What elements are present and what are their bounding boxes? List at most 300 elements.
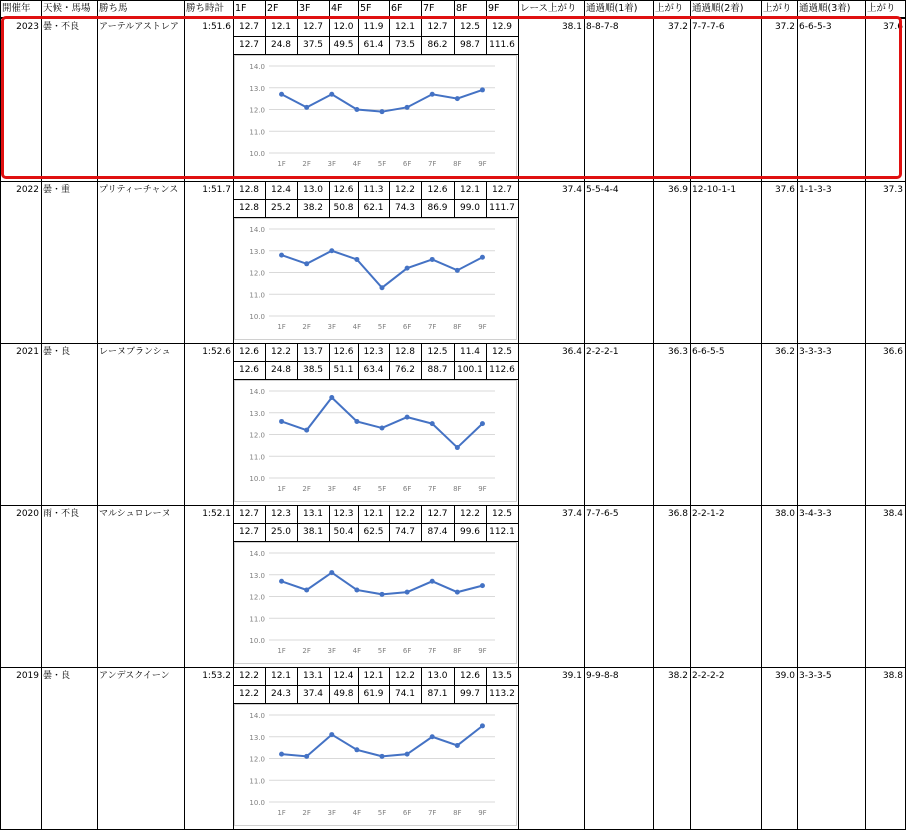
cumulative-cell: 24.8 xyxy=(270,365,292,375)
cumulative-cell: 111.7 xyxy=(489,203,515,213)
lap-cell: 12.6 xyxy=(459,671,481,681)
lap-cell: 12.7 xyxy=(491,185,513,195)
y-tick-label: 11.0 xyxy=(249,777,265,786)
column-header: 上がり xyxy=(655,3,684,14)
data-point xyxy=(430,579,435,584)
data-point xyxy=(480,255,485,260)
time-cell: 1:51.6 xyxy=(202,22,231,32)
cumulative-cell: 12.2 xyxy=(238,689,260,699)
lap-cell: 12.2 xyxy=(238,671,260,681)
data-point xyxy=(405,752,410,757)
cumulative-cell: 99.0 xyxy=(459,203,481,213)
y-tick-label: 14.0 xyxy=(249,226,265,234)
grid-line xyxy=(454,667,455,703)
cumulative-cell: 63.4 xyxy=(363,365,384,375)
y-tick-label: 12.0 xyxy=(249,106,265,115)
cumulative-cell: 12.8 xyxy=(238,203,260,213)
passing-2nd-cell: 2-2-1-2 xyxy=(692,509,725,519)
last-2nd-cell: 36.2 xyxy=(774,347,795,357)
lap-cell: 12.7 xyxy=(302,22,324,32)
series-line xyxy=(282,398,483,448)
x-tick-label: 3F xyxy=(327,647,337,655)
lap-cell: 13.1 xyxy=(302,509,324,519)
grid-line xyxy=(454,181,455,217)
last-1st-cell: 36.8 xyxy=(667,509,688,519)
lap-cell: 12.6 xyxy=(238,347,260,357)
data-point xyxy=(455,590,460,595)
cumulative-cell: 49.8 xyxy=(333,689,354,699)
data-point xyxy=(405,590,410,595)
column-header: 9F xyxy=(488,3,500,14)
passing-3rd-cell: 6-6-5-3 xyxy=(799,22,832,32)
data-point xyxy=(455,445,460,450)
lap-cell: 12.1 xyxy=(394,22,416,32)
lap-cell: 12.9 xyxy=(491,22,513,32)
data-point xyxy=(405,415,410,420)
grid-line xyxy=(486,667,487,703)
x-tick-label: 4F xyxy=(352,647,362,655)
data-point xyxy=(279,579,284,584)
grid-line xyxy=(265,505,266,541)
x-tick-label: 1F xyxy=(277,323,286,331)
cumulative-cell: 73.5 xyxy=(394,40,416,50)
cumulative-cell: 88.7 xyxy=(427,365,448,375)
passing-1st-cell: 2-2-2-1 xyxy=(586,347,619,357)
lap-cell: 12.7 xyxy=(238,22,260,32)
x-tick-label: 8F xyxy=(453,323,462,331)
year-cell: 2022 xyxy=(16,185,39,195)
grid-line xyxy=(329,181,330,217)
grid-line xyxy=(486,343,487,379)
cumulative-cell: 112.1 xyxy=(489,527,515,537)
data-point xyxy=(304,754,309,759)
cumulative-cell: 24.3 xyxy=(270,689,292,699)
column-header: 勝ち馬 xyxy=(99,3,128,14)
y-tick-label: 11.0 xyxy=(249,291,265,300)
condition-cell: 曇・良 xyxy=(43,347,71,357)
cumulative-cell: 38.2 xyxy=(302,203,324,213)
data-point xyxy=(380,285,385,290)
cumulative-cell: 49.5 xyxy=(333,40,354,50)
passing-3rd-cell: 3-4-3-3 xyxy=(799,509,832,519)
lap-chart-svg xyxy=(235,705,516,825)
cumulative-cell: 12.6 xyxy=(238,365,260,375)
lap-cell: 11.3 xyxy=(363,185,384,195)
y-tick-label: 12.0 xyxy=(249,431,265,440)
last-3rd-cell: 38.4 xyxy=(882,509,903,519)
grid-line xyxy=(486,505,487,541)
cumulative-cell: 74.1 xyxy=(394,689,416,699)
x-tick-label: 4F xyxy=(352,809,362,817)
lap-cell: 12.2 xyxy=(394,185,416,195)
lap-cell: 13.0 xyxy=(302,185,324,195)
year-cell: 2020 xyxy=(16,509,39,519)
column-header: 3F xyxy=(299,3,311,14)
data-point xyxy=(480,583,485,588)
winner-cell: アーテルアストレア xyxy=(99,22,179,32)
lap-cell: 12.2 xyxy=(394,509,416,519)
data-point xyxy=(354,747,359,752)
grid-line xyxy=(454,343,455,379)
lap-cell: 12.7 xyxy=(427,22,448,32)
data-point xyxy=(329,732,334,737)
time-cell: 1:51.7 xyxy=(202,185,231,195)
grid-line xyxy=(265,343,266,379)
y-tick-label: 13.0 xyxy=(249,409,265,418)
cumulative-cell: 87.1 xyxy=(427,689,448,699)
passing-2nd-cell: 7-7-7-6 xyxy=(692,22,725,32)
condition-cell: 曇・良 xyxy=(43,671,71,681)
lap-cell: 13.1 xyxy=(302,671,324,681)
column-header: 天候・馬場 xyxy=(43,3,91,14)
column-header: 通過順(3着) xyxy=(799,3,851,14)
column-header: 8F xyxy=(456,3,468,14)
passing-2nd-cell: 6-6-5-5 xyxy=(692,347,725,357)
grid-line xyxy=(329,667,330,703)
y-tick-label: 13.0 xyxy=(249,571,265,580)
race-last-cell: 39.1 xyxy=(561,671,582,681)
x-tick-label: 7F xyxy=(427,647,437,655)
grid-line xyxy=(358,181,359,217)
x-tick-label: 2F xyxy=(302,485,311,493)
lap-cell: 12.5 xyxy=(491,509,513,519)
y-tick-label: 10.0 xyxy=(249,799,265,807)
lap-cell: 12.2 xyxy=(459,509,481,519)
data-point xyxy=(329,395,334,400)
x-tick-label: 2F xyxy=(302,809,311,817)
lap-cell: 11.4 xyxy=(459,347,481,357)
lap-cell: 12.1 xyxy=(459,185,481,195)
lap-cell: 12.1 xyxy=(270,22,292,32)
grid-line xyxy=(389,667,390,703)
last-2nd-cell: 38.0 xyxy=(774,509,795,519)
column-header: レース上がり xyxy=(520,3,577,14)
passing-2nd-cell: 2-2-2-2 xyxy=(692,671,725,681)
column-header: 通過順(1着) xyxy=(586,3,638,14)
cumulative-cell: 51.1 xyxy=(333,365,354,375)
y-tick-label: 10.0 xyxy=(249,150,265,158)
column-header: 通過順(2着) xyxy=(692,3,744,14)
data-point xyxy=(405,266,410,271)
lap-chart-svg xyxy=(235,381,516,501)
x-tick-label: 5F xyxy=(377,647,387,655)
cumulative-cell: 62.1 xyxy=(363,203,384,213)
x-tick-label: 5F xyxy=(377,160,387,168)
cumulative-cell: 25.0 xyxy=(270,527,292,537)
x-tick-label: 8F xyxy=(453,160,462,168)
lap-cell: 12.3 xyxy=(270,509,292,519)
column-header: 4F xyxy=(331,3,343,14)
passing-1st-cell: 5-5-4-4 xyxy=(586,185,619,195)
y-tick-label: 10.0 xyxy=(249,475,265,483)
grid-line xyxy=(297,667,298,703)
passing-3rd-cell: 1-1-3-3 xyxy=(799,185,832,195)
data-point xyxy=(354,257,359,262)
column-header: 上がり xyxy=(867,3,896,14)
x-tick-label: 4F xyxy=(352,485,362,493)
lap-cell: 12.8 xyxy=(394,347,416,357)
passing-1st-cell: 9-9-8-8 xyxy=(586,671,619,681)
column-header: 上がり xyxy=(763,3,792,14)
column-header: 1F xyxy=(235,3,247,14)
data-point xyxy=(304,587,309,592)
passing-2nd-cell: 12-10-1-1 xyxy=(692,185,737,195)
x-tick-label: 1F xyxy=(277,485,286,493)
data-point xyxy=(480,723,485,728)
grid-line xyxy=(421,343,422,379)
x-tick-label: 6F xyxy=(402,323,412,331)
data-point xyxy=(430,257,435,262)
winner-cell: アンデスクイーン xyxy=(99,671,170,681)
cumulative-cell: 99.6 xyxy=(459,527,481,537)
grid-line xyxy=(297,343,298,379)
last-3rd-cell: 37.6 xyxy=(882,22,903,32)
x-tick-label: 5F xyxy=(377,809,387,817)
last-1st-cell: 37.2 xyxy=(667,22,688,32)
column-header: 7F xyxy=(423,3,435,14)
data-point xyxy=(354,587,359,592)
cumulative-cell: 76.2 xyxy=(394,365,416,375)
series-line xyxy=(282,251,483,288)
y-tick-label: 13.0 xyxy=(249,733,265,742)
x-tick-label: 2F xyxy=(302,160,311,168)
cumulative-cell: 87.4 xyxy=(427,527,448,537)
x-tick-label: 6F xyxy=(402,809,412,817)
x-tick-label: 6F xyxy=(402,485,412,493)
x-tick-label: 7F xyxy=(427,323,437,331)
lap-cell: 12.1 xyxy=(363,671,384,681)
grid-line xyxy=(358,505,359,541)
lap-chart-svg xyxy=(235,543,516,663)
data-point xyxy=(430,734,435,739)
race-last-cell: 36.4 xyxy=(561,347,582,357)
grid-line xyxy=(486,181,487,217)
cumulative-cell: 111.6 xyxy=(489,40,515,50)
cumulative-cell: 24.8 xyxy=(270,40,292,50)
grid-line xyxy=(358,667,359,703)
cumulative-cell: 99.7 xyxy=(459,689,481,699)
lap-cell: 12.1 xyxy=(363,509,384,519)
data-point xyxy=(304,428,309,433)
condition-cell: 雨・不良 xyxy=(43,509,80,519)
x-tick-label: 6F xyxy=(402,160,412,168)
cumulative-cell: 50.8 xyxy=(333,203,354,213)
data-point xyxy=(304,261,309,266)
x-tick-label: 9F xyxy=(478,323,487,331)
x-tick-label: 9F xyxy=(478,647,487,655)
x-tick-label: 5F xyxy=(377,323,387,331)
lap-chart xyxy=(234,380,517,502)
y-tick-label: 11.0 xyxy=(249,453,265,462)
cumulative-cell: 12.7 xyxy=(238,527,260,537)
last-2nd-cell: 37.6 xyxy=(774,185,795,195)
lap-cell: 12.2 xyxy=(270,347,292,357)
lap-cell: 13.5 xyxy=(491,671,513,681)
x-tick-label: 5F xyxy=(377,485,387,493)
passing-3rd-cell: 3-3-3-5 xyxy=(799,671,832,681)
y-tick-label: 12.0 xyxy=(249,269,265,278)
data-point xyxy=(480,421,485,426)
cumulative-cell: 86.2 xyxy=(427,40,448,50)
cumulative-cell: 86.9 xyxy=(427,203,448,213)
x-tick-label: 4F xyxy=(352,323,362,331)
data-point xyxy=(329,570,334,575)
lap-cell: 12.8 xyxy=(238,185,260,195)
series-line xyxy=(282,726,483,756)
cumulative-cell: 74.3 xyxy=(394,203,416,213)
x-tick-label: 3F xyxy=(327,809,337,817)
data-point xyxy=(279,752,284,757)
x-tick-label: 4F xyxy=(352,160,362,168)
x-tick-label: 1F xyxy=(277,809,286,817)
x-tick-label: 9F xyxy=(478,485,487,493)
y-tick-label: 11.0 xyxy=(249,128,265,137)
column-header: 5F xyxy=(360,3,372,14)
x-tick-label: 3F xyxy=(327,323,337,331)
lap-cell: 11.9 xyxy=(363,22,384,32)
lap-cell: 12.7 xyxy=(238,509,260,519)
passing-1st-cell: 7-7-6-5 xyxy=(586,509,619,519)
grid-line xyxy=(389,343,390,379)
top-border xyxy=(0,0,906,1)
cumulative-cell: 62.5 xyxy=(363,527,384,537)
grid-line xyxy=(358,343,359,379)
grid-line xyxy=(421,667,422,703)
x-tick-label: 1F xyxy=(277,647,286,655)
lap-cell: 13.0 xyxy=(427,671,448,681)
cumulative-cell: 61.4 xyxy=(363,40,384,50)
y-tick-label: 13.0 xyxy=(249,84,265,93)
lap-chart xyxy=(234,218,517,340)
cumulative-cell: 37.5 xyxy=(302,40,324,50)
lap-cell: 12.6 xyxy=(427,185,448,195)
last-1st-cell: 36.9 xyxy=(667,185,688,195)
lap-cell: 12.7 xyxy=(427,509,448,519)
cumulative-cell: 12.7 xyxy=(238,40,260,50)
x-tick-label: 9F xyxy=(478,160,487,168)
lap-cell: 12.6 xyxy=(333,347,354,357)
y-tick-label: 14.0 xyxy=(249,63,265,71)
grid-line xyxy=(389,181,390,217)
lap-cell: 12.5 xyxy=(427,347,448,357)
lap-chart-svg xyxy=(235,219,516,339)
x-tick-label: 1F xyxy=(277,160,286,168)
winner-cell: プリティーチャンス xyxy=(99,185,179,195)
y-tick-label: 14.0 xyxy=(249,388,265,396)
cumulative-cell: 98.7 xyxy=(459,40,481,50)
x-tick-label: 8F xyxy=(453,485,462,493)
last-2nd-cell: 37.2 xyxy=(774,22,795,32)
data-point xyxy=(455,743,460,748)
cumulative-cell: 25.2 xyxy=(270,203,292,213)
data-point xyxy=(279,419,284,424)
lap-cell: 12.2 xyxy=(394,671,416,681)
x-tick-label: 7F xyxy=(427,485,437,493)
x-tick-label: 2F xyxy=(302,323,311,331)
winner-cell: マルシュロレーヌ xyxy=(99,509,171,519)
data-point xyxy=(455,268,460,273)
last-1st-cell: 38.2 xyxy=(667,671,688,681)
grid-line xyxy=(421,505,422,541)
cumulative-cell: 112.6 xyxy=(489,365,515,375)
series-line xyxy=(282,573,483,595)
cumulative-cell: 100.1 xyxy=(457,365,483,375)
cumulative-cell: 38.1 xyxy=(302,527,324,537)
cumulative-cell: 38.5 xyxy=(302,365,324,375)
y-tick-label: 14.0 xyxy=(249,550,265,558)
last-3rd-cell: 37.3 xyxy=(882,185,903,195)
grid-line xyxy=(329,343,330,379)
lap-chart xyxy=(234,542,517,664)
year-cell: 2021 xyxy=(16,347,39,357)
lap-cell: 12.0 xyxy=(333,22,354,32)
last-2nd-cell: 39.0 xyxy=(774,671,795,681)
condition-cell: 曇・不良 xyxy=(43,22,80,32)
y-tick-label: 10.0 xyxy=(249,313,265,321)
column-header: 開催年 xyxy=(2,3,31,14)
lap-cell: 12.6 xyxy=(333,185,354,195)
data-point xyxy=(430,421,435,426)
x-tick-label: 6F xyxy=(402,647,412,655)
data-point xyxy=(279,253,284,258)
highlight-box xyxy=(1,16,902,179)
year-cell: 2023 xyxy=(16,22,39,32)
y-tick-label: 14.0 xyxy=(249,712,265,720)
lap-cell: 12.1 xyxy=(270,671,292,681)
time-cell: 1:52.1 xyxy=(202,509,231,519)
grid-line xyxy=(329,505,330,541)
x-tick-label: 2F xyxy=(302,647,311,655)
passing-1st-cell: 8-8-7-8 xyxy=(586,22,619,32)
y-tick-label: 12.0 xyxy=(249,755,265,764)
x-tick-label: 3F xyxy=(327,160,337,168)
x-tick-label: 3F xyxy=(327,485,337,493)
y-tick-label: 13.0 xyxy=(249,247,265,256)
grid-line xyxy=(265,181,266,217)
data-point xyxy=(380,754,385,759)
y-tick-label: 10.0 xyxy=(249,637,265,645)
lap-cell: 12.3 xyxy=(333,509,354,519)
grid-line xyxy=(265,667,266,703)
lap-cell: 12.4 xyxy=(333,671,354,681)
race-last-cell: 38.1 xyxy=(561,22,582,32)
lap-cell: 13.7 xyxy=(302,347,324,357)
column-header: 6F xyxy=(391,3,403,14)
last-3rd-cell: 38.8 xyxy=(882,671,903,681)
lap-cell: 12.5 xyxy=(491,347,513,357)
winner-cell: レーヌブランシュ xyxy=(99,347,171,357)
cumulative-cell: 113.2 xyxy=(489,689,515,699)
grid-line xyxy=(389,505,390,541)
grid-line xyxy=(454,505,455,541)
cumulative-cell: 50.4 xyxy=(333,527,354,537)
race-last-cell: 37.4 xyxy=(561,185,582,195)
lap-cell: 12.5 xyxy=(459,22,481,32)
data-point xyxy=(380,592,385,597)
column-header: 勝ち時計 xyxy=(186,3,225,14)
cumulative-cell: 61.9 xyxy=(363,689,384,699)
time-cell: 1:53.2 xyxy=(202,671,231,681)
x-tick-label: 8F xyxy=(453,647,462,655)
race-last-cell: 37.4 xyxy=(561,509,582,519)
cumulative-cell: 37.4 xyxy=(302,689,324,699)
x-tick-label: 7F xyxy=(427,809,437,817)
passing-3rd-cell: 3-3-3-3 xyxy=(799,347,832,357)
grid-line xyxy=(297,181,298,217)
cumulative-cell: 74.7 xyxy=(394,527,416,537)
x-tick-label: 8F xyxy=(453,809,462,817)
data-point xyxy=(380,425,385,430)
